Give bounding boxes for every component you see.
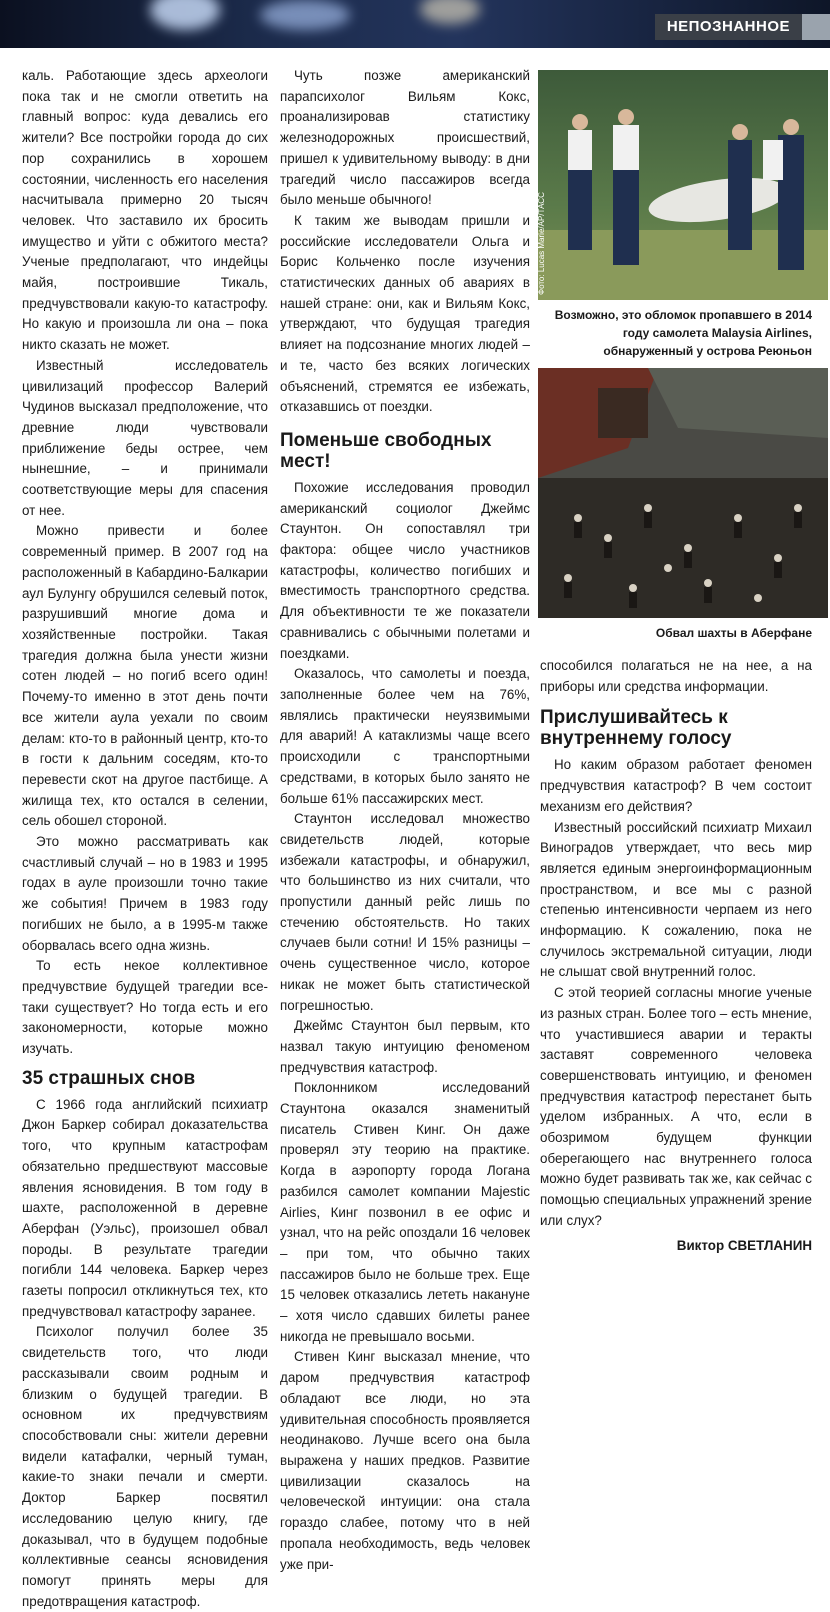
paragraph: К таким же выводам пришли и российские исследователи Ольга и Борис Кольченко после изучения статистических данных об авариях в нашей стране: они, как и Вильям Кокс, утверждают, что будущая трагедия влияет на подсознание многих людей – и те, часто без всяких логических объяснений, стремятся ее избежать, отказавшись от поездки. <box>280 212 530 415</box>
photo-plane-debris-image <box>538 70 828 300</box>
section-label: НЕПОЗНАННОЕ <box>655 14 802 40</box>
paragraph: Стивен Кинг высказал мнение, что даром предчувствия катастроф обладают все люди, но эта удивительная способность проявляется неодинаково. Лучше всего она была выражена у наших предков. Развитие цивилизации сказалось на человеческой интуиции: она стала гораздо слабее, потому что в ней пропала необходимость, ведь человек уже при- <box>280 1349 530 1572</box>
paragraph: Похожие исследования проводил американский социолог Джеймс Стаунтон. Он сопоставлял три фактора: общее число участников катастрофы, количество погибших и вместимость транспортного средства. Для объективности те же показатели сравнивались с обычными полетами и поездками. <box>280 479 530 661</box>
column-1 <box>22 66 268 1612</box>
paragraph: Джеймс Стаунтон был первым, кто назвал такую интуицию феноменом предчувствия катастроф. <box>280 1018 530 1075</box>
paragraph: Известный российский психиатр Михаил Виноградов утверждает, что весь мир является единым энергоинформационным пространством, и все мы с разной степенью интенсивности черпаем из него информацию. К сожалению, пока не случилось экстремальной ситуации, люди не слышат свой внутренний голос. <box>540 819 812 980</box>
paragraph: Но каким образом работает феномен предчувствия катастроф? В чем состоит механизм его действия? <box>540 757 812 814</box>
author-signature: Виктор СВЕТЛАНИН <box>676 1237 812 1253</box>
paragraph: Психолог получил более 35 свидетельств того, что люди рассказывали своим родным и близким о будущей трагедии. В основном их предчувствиям способствовали сны: жители деревни видели катафалки, черный туман, какие-то знаки печали и смерти. Доктор Баркер посвятил исследованию целую книгу, где доказывал, что в будущем подобные коллективные сеансы ясновидения помогут принять меры для предотвращения катастроф. <box>22 1324 268 1609</box>
photo-caption: Обвал шахты в Аберфане <box>655 626 812 640</box>
paragraph: Это можно рассматривать как счастливый случай – но в 1983 и 1995 годах в ауле произошли точно такие же события! Причем в 1983 году погибших не было, а в 1995-м также оборвалась всего одна жизнь. <box>22 834 268 953</box>
photo-aberfan-image <box>538 368 828 618</box>
paragraph: каль. Работающие здесь археологи пока так и не смогли ответить на главный вопрос: куда девались его жители? Все постройки города до сих пор сохранились в хорошем состоянии, численность его населения насчитывала примерно 20 тысяч человек. Что заставило их бросить имущество и уйти с обжитого места? Ученые предполагают, что индейцы майя, построившие Тикаль, предчувствовали какую-то катастрофу. Но какую и произошла ли она – пока никто сказать не может. <box>22 68 268 353</box>
paragraph: С 1966 года английский психиатр Джон Баркер собирал доказательства того, что крупным катастрофам обязательно предшествуют массовые явления ясновидения. В том году в шахте, расположенной в деревне Аберфан (Уэльс), произошел обвал породы. В результате трагедии погибли 144 человека. Баркер через газеты попросил откликнуться тех, кто предчувствовал катастрофу заранее. <box>22 1096 268 1319</box>
paragraph: Чуть позже американский парапсихолог Вильям Кокс, проанализировав статистику железнодорожных происшествий, пришел к удивительному выводу: в дни трагедий число пассажиров всегда было меньше обычного! <box>280 68 530 208</box>
section-bar <box>802 14 830 40</box>
photo-plane-debris <box>538 70 828 300</box>
paragraph: Можно привести и более современный пример. В 2007 год на расположенный в Кабардино-Балкарии аул Булунгу обрушился селевый поток, разрушивший многие дома и хозяйственные постройки. Такая трагедия должна была унести жизни сотен людей – но погиб всего один! Почему-то именно в этот день почти все жители аула уехали по своим делам: кто-то в районный центр, кто-то в гости к дальним соседям, кто-то перевести скот на другое пастбище. А жилища тех, кто остался в селении, сель обошел стороной. <box>22 523 268 829</box>
photo-credit: Фото: Lucas Marie/AP/ТАСС <box>537 192 546 295</box>
paragraph: Стаунтон исследовал множество свидетельств людей, которые избежали катастрофы, и обнаружил, что большинство из них считали, что пропустили данный рейс лишь по стечению обстоятельств. Но таких случаев были сотни! И 15% разницы – очень существенное число, которое никак не может быть статистической погрешностью. <box>280 811 530 1013</box>
subheading: 35 страшных снов <box>22 1067 196 1089</box>
subheading: Поменьше свободных мест! <box>280 429 492 472</box>
paragraph: Оказалось, что самолеты и поезда, заполненные более чем на 76%, являлись практически неуязвимыми для аварий! А катаклизмы чаще всего происходили с транспортными средствами, в которых было занято не больше 61% пассажирских мест. <box>280 666 530 806</box>
subheading: Прислушивайтесь к внутреннему голосу <box>540 707 732 750</box>
paragraph: С этой теорией согласны многие ученые из разных стран. Более того – есть мнение, что участившиеся аварии и теракты заставят современного человека совершенствовать интуицию, и феномен предчувствия катастроф перестанет быть уделом избранных. А что, если в обозримом будущем функции оберегающего нас внутреннего голоса можно будет развивать так же, как сейчас с помощью специальных упражнений зрение или слух? <box>540 985 813 1228</box>
paragraph: способился полагаться не на нее, а на приборы или средства информации. <box>540 658 812 694</box>
column-3 <box>537 70 813 1256</box>
paragraph: То есть некое коллективное предчувствие будущей трагедии все-таки существует? Но тогда есть и его закономерности, которые можно изучать. <box>22 958 268 1057</box>
paragraph: Известный исследователь цивилизаций профессор Валерий Чудинов высказал предположение, что древние люди чувствовали приближение беды острее, чем нынешние, – и принимали соответствующие меры для спасения от нее. <box>22 357 268 518</box>
column-2 <box>280 66 530 1575</box>
photo-aberfan <box>538 368 828 618</box>
paragraph: Поклонником исследований Стаунтона оказался знаменитый писатель Стивен Кинг. Он даже проверял эту теорию на практике. Когда в аэропорту города Логана разбился самолет компании Majestic Airlies, Кинг позвонил в ее офис и узнал, что на рейс опоздали 16 человек – при том, что обычно таких пассажиров было не больше трех. Еще 15 человек отказались лететь накануне – хотя число сдавших билеты ранее никогда не превышало восьми. <box>280 1080 530 1344</box>
photo-caption: Возможно, это обломок пропавшего в 2014 году самолета Malaysia Airlines, обнаруженный у острова Реюньон <box>554 308 812 358</box>
page-header <box>0 0 830 48</box>
